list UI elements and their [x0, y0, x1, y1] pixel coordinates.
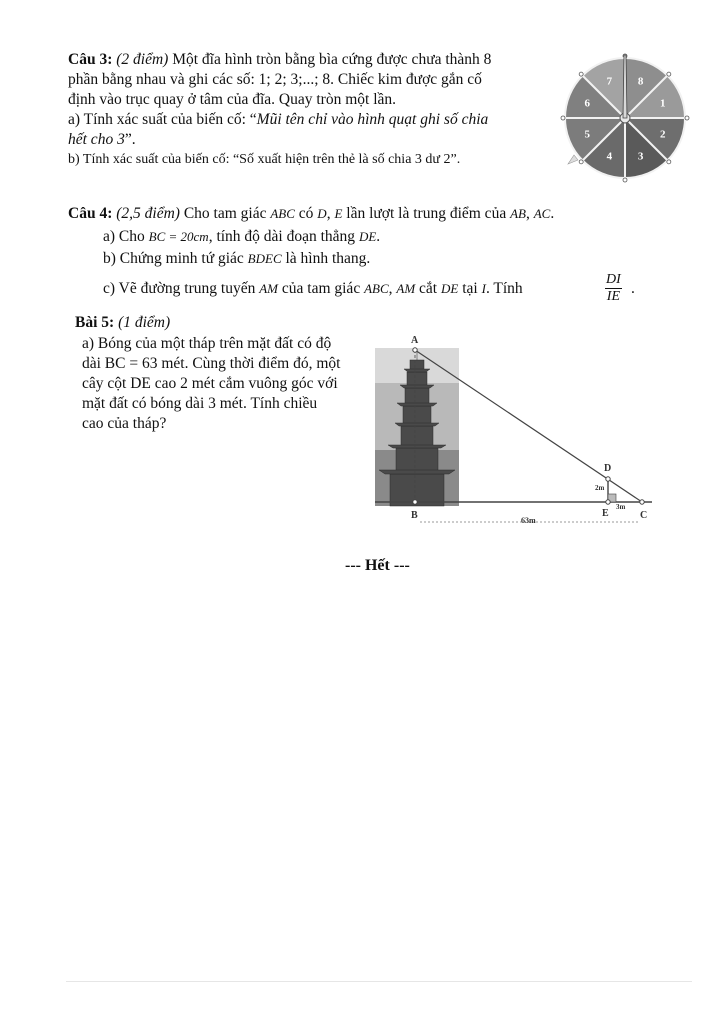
q5-line-5: cao của tháp? [82, 415, 167, 432]
wheel-arrow-tail-icon [568, 155, 578, 164]
q4-part-a [103, 228, 380, 246]
q4-period-1: . [550, 205, 555, 222]
wheel-rim-dot [623, 178, 627, 182]
q4-c-text-5: . Tính [485, 280, 523, 297]
q4-comma-1: , [326, 205, 331, 222]
wheel-rim-dot [667, 160, 671, 164]
wheel-rim-dot [561, 116, 565, 120]
q4-c-am2: AM [396, 281, 416, 296]
wheel-label: 4 [606, 150, 613, 163]
point-d [606, 477, 610, 481]
wheel-rim-dot [579, 72, 583, 76]
label-b: B [411, 510, 418, 521]
q3-part-a-cont-italic: hết cho 3 [68, 131, 125, 148]
q4-intro-text-3: lần lượt là trung điểm của [346, 205, 507, 222]
q4-c-i: I [481, 281, 486, 296]
q4-period-2: . [376, 228, 381, 245]
wheel-rim-dot [685, 116, 689, 120]
wheel-label: 3 [637, 150, 644, 163]
q4-part-c [103, 280, 523, 298]
q3-text-1: Một đĩa hình tròn bằng bìa cứng được chưa thành 8 [172, 51, 492, 68]
q4-b-bdec: BDEC [247, 251, 282, 266]
q3-line-1 [68, 51, 491, 69]
q3-part-a-cont [68, 131, 136, 149]
q4-a-de: DE [358, 229, 377, 244]
q4-comma-3: , [388, 280, 393, 297]
q4-fraction-numerator: DI [606, 272, 621, 287]
q4-a-text-2: , tính độ dài đoạn thẳng [208, 228, 356, 245]
q4-final-period: . [631, 280, 635, 297]
q4-intro-text-1: Cho tam giác [183, 205, 267, 222]
wheel-label: 5 [584, 128, 591, 141]
q3-part-a-prefix: a) Tính xác suất của biến cố: “ [68, 111, 257, 128]
q4-part-b [103, 250, 370, 268]
q4-a-bc: BC = 20cm [148, 229, 209, 244]
point-b [413, 500, 417, 504]
q3-heading: Câu 3: [68, 51, 113, 68]
q4-d: D [317, 206, 327, 221]
q5-line-2: dài BC = 63 mét. Cùng thời điểm đó, một [82, 355, 341, 372]
end-marker: --- Hết --- [345, 557, 410, 574]
wheel-label: 1 [659, 97, 666, 110]
q3-part-a [68, 111, 488, 129]
label-ec-length: 3m [616, 503, 626, 511]
point-c [640, 500, 644, 504]
wheel-rim-dot [579, 160, 583, 164]
wheel-label: 7 [606, 75, 613, 88]
q4-abc: ABC [270, 206, 295, 221]
q3-points: (2 điểm) [116, 51, 169, 68]
q4-ac: AC [533, 206, 551, 221]
q4-b-text-1: b) Chứng minh tứ giác [103, 250, 244, 267]
q4-e: E [334, 206, 343, 221]
q5-heading: Bài 5: [75, 314, 115, 331]
q4-c-text-1: c) Vẽ đường trung tuyến [103, 280, 256, 297]
q4-heading: Câu 4: [68, 205, 113, 222]
q5-heading-line [75, 314, 170, 332]
point-e [606, 500, 610, 504]
q4-c-text-2: của tam giác [281, 280, 361, 297]
tower-shadow-figure [370, 330, 660, 530]
wheel-label: 8 [637, 75, 644, 88]
label-a: A [411, 335, 419, 346]
q4-c-text-4: tại [462, 280, 478, 297]
label-c: C [640, 510, 648, 521]
q4-c-text-3: cắt [419, 280, 438, 297]
q3-part-a-italic: Mũi tên chỉ vào hình quạt ghi số chia [256, 111, 489, 128]
q4-b-text-2: là hình thang. [285, 250, 371, 267]
q5-line-4: mặt đất có bóng dài 3 mét. Tính chiều [82, 395, 318, 412]
wheel-needle [623, 55, 627, 118]
q4-a-text-1: a) Cho [103, 228, 145, 245]
label-de-length: 2m [595, 484, 605, 492]
wheel-label: 2 [659, 128, 666, 141]
q5-line-3: cây cột DE cao 2 mét cắm vuông góc với [82, 375, 338, 392]
q4-ab: AB [510, 206, 526, 221]
q4-intro-text-2: có [298, 205, 314, 222]
point-a [413, 348, 417, 352]
q4-intro [68, 205, 554, 223]
spinner-wheel-figure [560, 52, 690, 184]
q4-c-am: AM [259, 281, 278, 296]
q4-comma-2: , [525, 205, 530, 222]
q4-fraction-denominator: IE [606, 289, 620, 304]
q5-points: (1 điểm) [118, 314, 171, 331]
label-e: E [602, 508, 609, 519]
page-bottom-rule [66, 981, 692, 982]
label-d: D [604, 463, 612, 474]
q4-points: (2,5 điểm) [116, 205, 180, 222]
q3-part-a-cont-end: ”. [124, 131, 136, 148]
wheel-label: 6 [584, 97, 591, 110]
q3-line-3: định vào trục quay ở tâm của đĩa. Quay tròn một lần. [68, 91, 397, 108]
q4-c-abc: ABC [364, 281, 389, 296]
q3-part-b: b) Tính xác suất của biến cố: “Số xuất hiện trên thẻ là số chia 3 dư 2”. [68, 152, 461, 167]
q4-fraction-di-ie [605, 272, 622, 305]
wheel-rim-dot [667, 72, 671, 76]
q3-line-2: phần bằng nhau và ghi các số: 1; 2; 3;...; 8. Chiếc kim được gắn cố [68, 71, 482, 88]
label-bc-length: 63m [521, 516, 536, 525]
q4-c-de: DE [441, 281, 459, 296]
q5-line-1: a) Bóng của một tháp trên mặt đất có độ [82, 335, 332, 352]
